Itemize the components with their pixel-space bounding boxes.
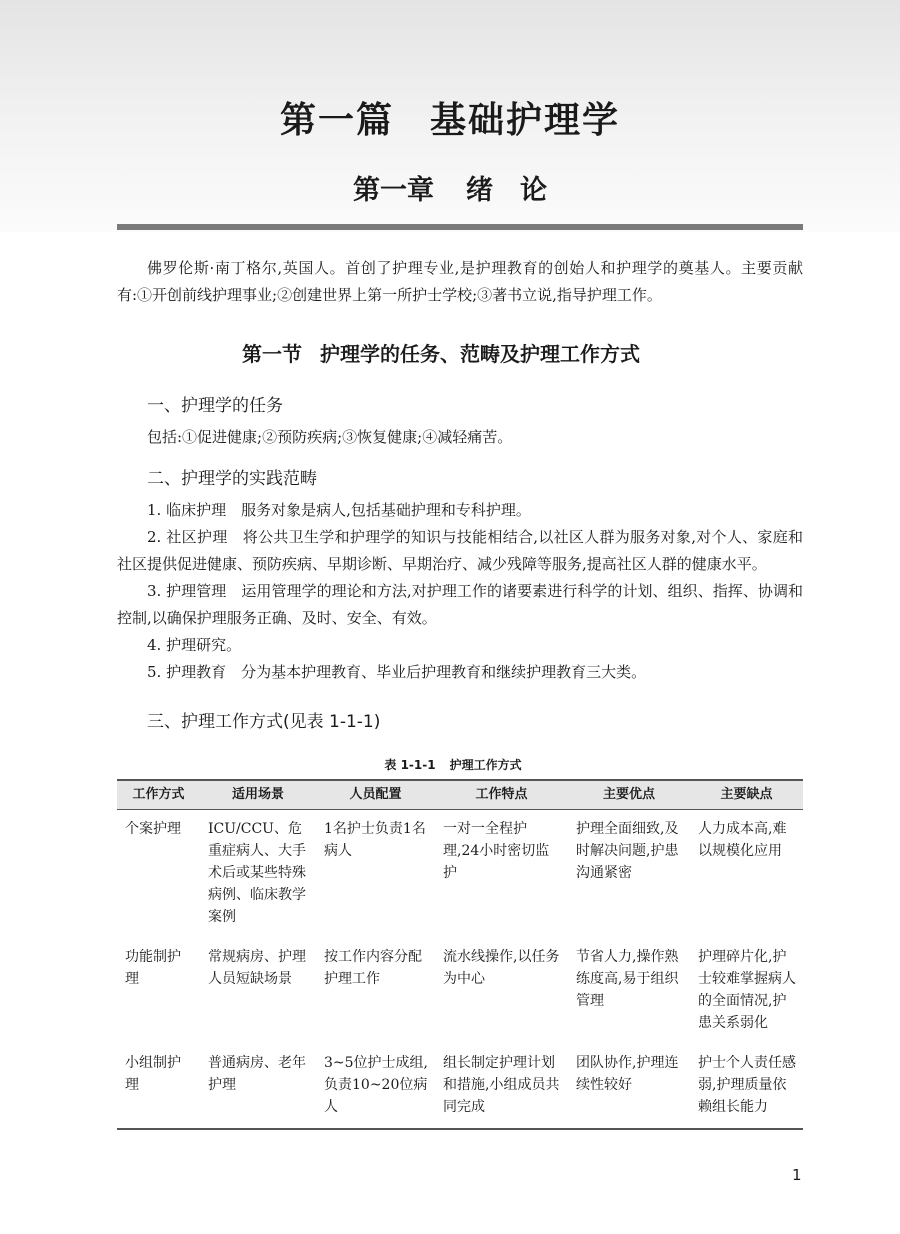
table-cell: 3~5位护士成组,负责10~20位病人 bbox=[324, 1055, 428, 1115]
chapter-label: 第一章 bbox=[353, 175, 434, 206]
list-item: 1. 临床护理 服务对象是病人,包括基础护理和专科护理。 bbox=[147, 501, 531, 519]
tasks-body bbox=[117, 424, 803, 451]
table-cell: 护理碎片化,护士较难掌握病人的全面情况,护患关系弱化 bbox=[698, 949, 796, 1031]
heading-work-modes: 三、护理工作方式(见表 1-1-1) bbox=[147, 712, 381, 732]
table-cell: 护理全面细致,及时解决问题,护患沟通紧密 bbox=[576, 821, 679, 881]
table-cell: 普通病房、老年护理 bbox=[208, 1055, 306, 1093]
part-title bbox=[0, 92, 900, 143]
scope-body bbox=[117, 497, 803, 686]
table-cell: 1名护士负责1名病人 bbox=[324, 821, 426, 859]
table-row bbox=[117, 810, 803, 939]
table-row bbox=[117, 1044, 803, 1129]
header-divider bbox=[117, 224, 803, 230]
part-name: 基础护理学 bbox=[430, 99, 621, 141]
list-item: 2. 社区护理 将公共卫生学和护理学的知识与技能相结合,以社区人群为服务对象,对个人、家庭和社区提供促进健康、预防疾病、早期诊断、早期治疗、减少残障等服务,提高社区人群的健康水平。 bbox=[117, 528, 803, 573]
table-cell: 个案护理 bbox=[125, 821, 181, 837]
list-item: 3. 护理管理 运用管理学的理论和方法,对护理工作的诸要素进行科学的计划、组织、指挥、协调和控制,以确保护理服务正确、及时、安全、有效。 bbox=[117, 582, 803, 627]
table-cell: 一对一全程护理,24小时密切监护 bbox=[443, 821, 550, 881]
table-header-row bbox=[117, 780, 803, 810]
column-header: 人员配置 bbox=[349, 787, 402, 802]
intro bbox=[117, 255, 803, 309]
column-header: 主要优点 bbox=[602, 787, 655, 802]
list-item: 4. 护理研究。 bbox=[147, 636, 242, 654]
table-cell: 常规病房、护理人员短缺场景 bbox=[208, 949, 306, 987]
intro-paragraph: 佛罗伦斯·南丁格尔,英国人。首创了护理专业,是护理教育的创始人和护理学的奠基人。主要贡献有:①开创前线护理事业;②创建世界上第一所护士学校;③著书立说,指导护理工作。 bbox=[117, 259, 803, 304]
table-row bbox=[117, 938, 803, 1044]
column-header: 主要缺点 bbox=[720, 787, 773, 802]
heading-scope: 二、护理学的实践范畴 bbox=[147, 469, 317, 489]
table-cell: 节省人力,操作熟练度高,易于组织管理 bbox=[576, 949, 679, 1009]
section-title bbox=[0, 338, 900, 367]
table-cell: 人力成本高,难以规模化应用 bbox=[698, 821, 787, 859]
table-cell: 按工作内容分配护理工作 bbox=[324, 949, 422, 987]
column-header: 工作特点 bbox=[475, 787, 528, 802]
page-number: 1 bbox=[792, 1166, 802, 1184]
list-item: 5. 护理教育 分为基本护理教育、毕业后护理教育和继续护理教育三大类。 bbox=[147, 663, 647, 681]
work-modes-table bbox=[117, 779, 803, 1130]
chapter-title bbox=[0, 168, 900, 207]
table-caption-title: 护理工作方式 bbox=[449, 758, 522, 772]
part-label: 第一篇 bbox=[279, 99, 394, 141]
table-cell: 团队协作,护理连续性较好 bbox=[576, 1055, 679, 1093]
table-cell: 小组制护理 bbox=[125, 1055, 181, 1093]
table-cell: 组长制定护理计划和措施,小组成员共同完成 bbox=[443, 1055, 560, 1115]
table-cell: ICU/CCU、危重症病人、大手术后或某些特殊病例、临床教学案例 bbox=[208, 821, 306, 925]
tasks-paragraph: 包括:①促进健康;②预防疾病;③恢复健康;④减轻痛苦。 bbox=[147, 428, 513, 446]
table-cell: 流水线操作,以任务为中心 bbox=[443, 949, 560, 987]
table-caption-label: 表 1-1-1 bbox=[384, 758, 436, 772]
chapter-name: 绪 论 bbox=[466, 175, 547, 206]
table-cell: 护士个人责任感弱,护理质量依赖组长能力 bbox=[698, 1055, 796, 1115]
column-header: 工作方式 bbox=[132, 787, 185, 802]
column-header: 适用场景 bbox=[231, 787, 284, 802]
section-name: 护理学的任务、范畴及护理工作方式 bbox=[320, 342, 640, 366]
heading-tasks: 一、护理学的任务 bbox=[147, 396, 283, 416]
table-cell: 功能制护理 bbox=[125, 949, 181, 987]
section-label: 第一节 bbox=[242, 342, 302, 366]
table-caption bbox=[0, 756, 900, 773]
